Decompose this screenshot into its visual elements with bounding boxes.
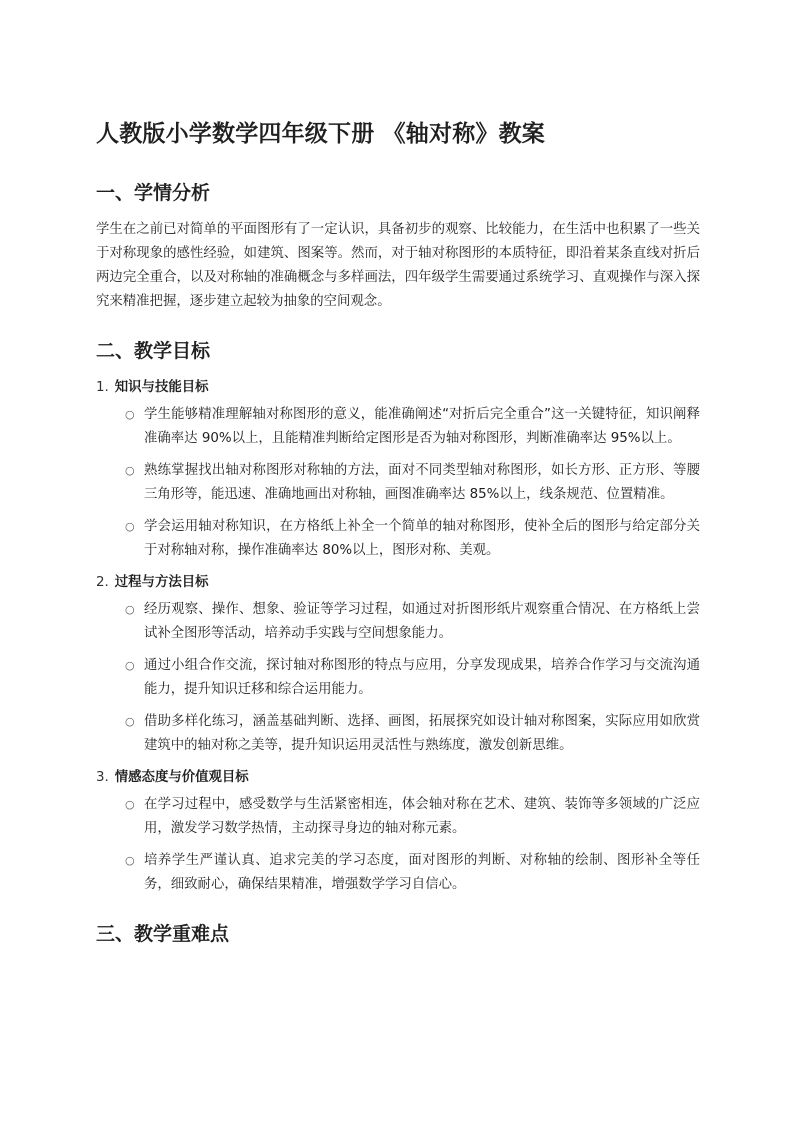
objective-heading [96, 766, 700, 790]
list-item [96, 403, 700, 451]
section-student-analysis [96, 178, 700, 314]
section-heading-analysis: 一、学情分析 [96, 182, 211, 204]
document-title: 人教版小学数学四年级下册 《轴对称》教案 [96, 121, 546, 147]
objective-title: 情感态度与价值观目标 [114, 770, 249, 785]
list-item-text: 学生能够精准理解轴对称图形的意义，能准确阐述“对折后完全重合”这一关键特征，知识阐释准确率达 90%以上，且能精准判断给定图形是否为轴对称图形，判断准确率达 95%以上。 [144, 407, 700, 446]
list-item [96, 710, 700, 758]
objective-bullets [96, 598, 700, 758]
list-item-text: 经历观察、操作、想象、验证等学习过程，如通过对折图形纸片观察重合情况、在方格纸上尝试补全图形等活动，培养动手实践与空间想象能力。 [144, 602, 700, 641]
objective-number: 2. [96, 575, 109, 590]
objective-process-methods [96, 571, 700, 758]
hollow-circle-bullet-icon: ○ [125, 715, 135, 728]
hollow-circle-bullet-icon: ○ [125, 798, 135, 811]
list-item [96, 515, 700, 563]
hollow-circle-bullet-icon: ○ [125, 659, 135, 672]
hollow-circle-bullet-icon: ○ [125, 854, 135, 867]
objective-emotion-values [96, 766, 700, 897]
list-item [96, 598, 700, 646]
list-item-text: 学会运用轴对称知识，在方格纸上补全一个简单的轴对称图形，使补全后的图形与给定部分关于对称轴对称，操作准确率达 80%以上，图形对称、美观。 [144, 519, 700, 558]
list-item [96, 459, 700, 507]
section-heading-difficulties: 三、教学重难点 [96, 923, 230, 945]
hollow-circle-bullet-icon: ○ [125, 408, 135, 421]
section-key-difficulties [96, 919, 700, 949]
list-item-text: 培养学生严谨认真、追求完美的学习态度，面对图形的判断、对称轴的绘制、图形补全等任务，细致耐心，确保结果精准，增强数学学习自信心。 [144, 853, 700, 892]
objective-number: 1. [96, 380, 109, 395]
list-item [96, 849, 700, 897]
objective-knowledge-skills [96, 376, 700, 563]
hollow-circle-bullet-icon: ○ [125, 464, 135, 477]
hollow-circle-bullet-icon: ○ [125, 520, 135, 533]
list-item [96, 793, 700, 841]
objective-heading [96, 376, 700, 400]
objectives-list [96, 376, 700, 897]
objective-bullets [96, 403, 700, 563]
objective-heading [96, 571, 700, 595]
section-heading-goals: 二、教学目标 [96, 340, 211, 362]
list-item-text: 通过小组合作交流，探讨轴对称图形的特点与应用，分享发现成果，培养合作学习与交流沟通能力，提升知识迁移和综合运用能力。 [144, 658, 700, 697]
section-teaching-goals [96, 336, 700, 897]
objective-number: 3. [96, 770, 109, 785]
list-item-text: 在学习过程中，感受数学与生活紧密相连，体会轴对称在艺术、建筑、装饰等多领域的广泛应用，激发学习数学热情，主动探寻身边的轴对称元素。 [144, 797, 700, 836]
document-page [96, 114, 700, 959]
analysis-paragraph: 学生在之前已对简单的平面图形有了一定认识，具备初步的观察、比较能力，在生活中也积累了一些关于对称现象的感性经验，如建筑、图案等。然而，对于轴对称图形的本质特征，即沿着某条直线对折后两边完全重合，以及对称轴的准确概念与多样画法，四年级学生需要通过系统学习、直观操作与深入探究来精准把握，逐步建立起较为抽象的空间观念。 [96, 222, 700, 309]
list-item-text: 借助多样化练习，涵盖基础判断、选择、画图，拓展探究如设计轴对称图案，实际应用如欣赏建筑中的轴对称之美等，提升知识运用灵活性与熟练度，激发创新思维。 [144, 714, 700, 753]
objective-title: 知识与技能目标 [114, 380, 209, 395]
hollow-circle-bullet-icon: ○ [125, 603, 135, 616]
list-item [96, 654, 700, 702]
objective-bullets [96, 793, 700, 897]
list-item-text: 熟练掌握找出轴对称图形对称轴的方法，面对不同类型轴对称图形，如长方形、正方形、等腰三角形等，能迅速、准确地画出对称轴，画图准确率达 85%以上，线条规范、位置精准。 [144, 463, 700, 502]
objective-title: 过程与方法目标 [114, 575, 209, 590]
